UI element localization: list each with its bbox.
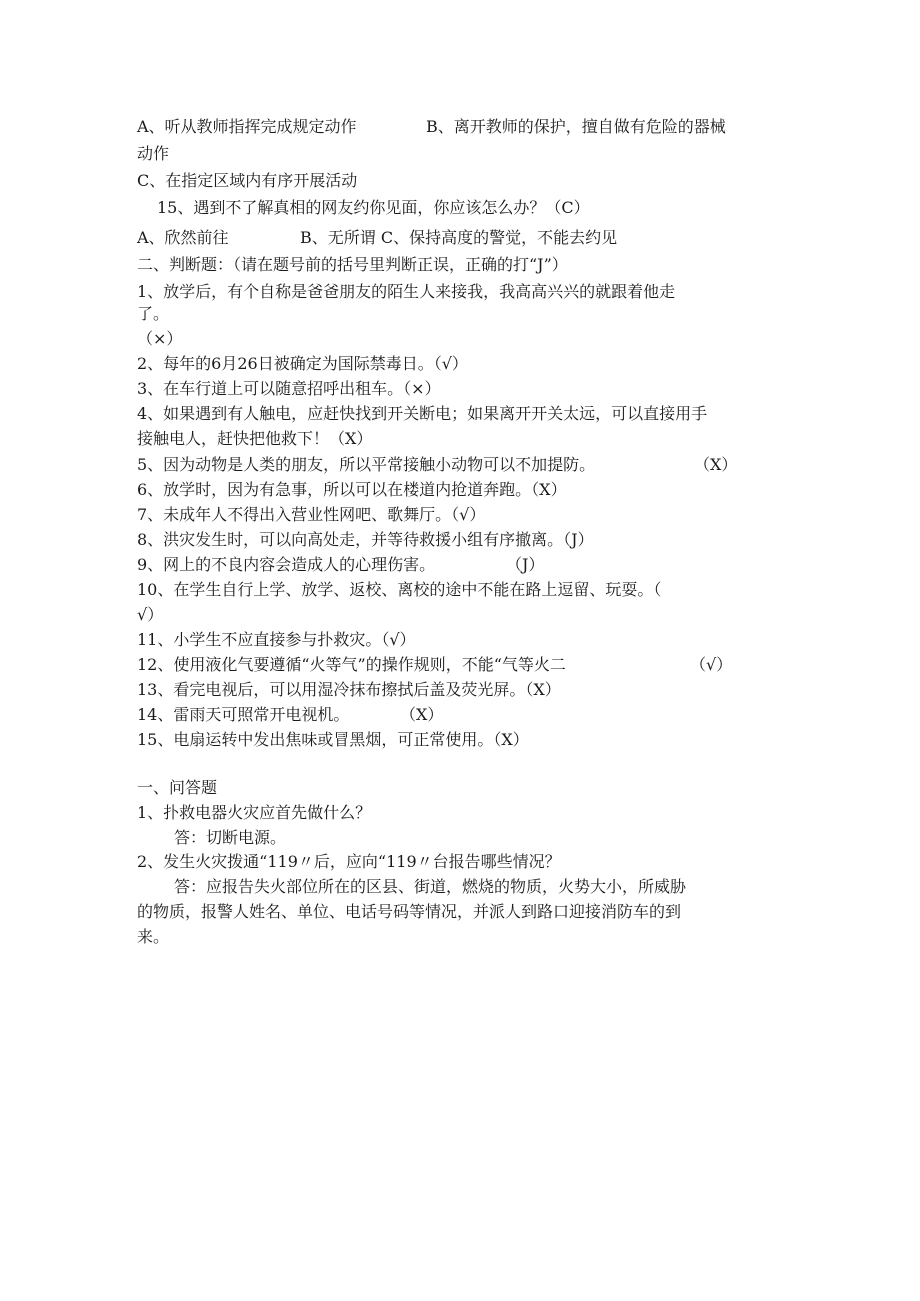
qa-answer-2: 答：应报告失火部位所在的区县、街道，燃烧的物质，火势大小，所威胁 [174,877,687,896]
q15-option-bc: B、无所谓 C、保持高度的警觉，不能去约见 [300,228,618,247]
q14-option-c: C、在指定区域内有序开展活动 [137,171,358,190]
tf-item-9: 9、网上的不良内容会造成人的心理伤害。 [137,555,436,574]
qa-answer-1: 答：切断电源。 [174,828,287,847]
tf-item-14: 14、雷雨天可照常开电视机。 [137,705,350,724]
tf-item-4: 4、如果遇到有人触电，应赶快找到开关断电；如果离开开关太远，可以直接用手 [137,404,708,423]
tf-item-9-mark: （J） [506,555,545,574]
tf-item-2: 2、每年的6月26日被确定为国际禁毒日。（√） [137,354,468,373]
tf-item-12: 12、使用液化气要遵循“火等气”的操作规则，不能“气等火二 [137,655,566,674]
tf-item-3: 3、在车行道上可以随意招呼出租车。（×） [137,379,441,398]
qa-answer-2-cont: 的物质，报警人姓名、单位、电话号码等情况，并派人到路口迎接消防车的到 [137,902,682,921]
tf-item-10-cont: √） [137,605,164,624]
tf-item-13: 13、看完电视后，可以用湿冷抹布擦拭后盖及荧光屏。（X） [137,680,561,699]
q14-option-b-cont: 动作 [137,144,170,163]
tf-item-1-mark: （×） [137,329,183,348]
tf-item-5: 5、因为动物是人类的朋友，所以平常接触小动物可以不加提防。 [137,455,596,474]
tf-item-1-cont: 了。 [137,304,170,323]
tf-item-15: 15、电扇运转中发出焦味或冒黑烟，可正常使用。（X） [137,730,529,749]
tf-item-12-mark: （√） [690,655,733,674]
section1-heading: 一、问答题 [137,778,218,797]
section2-heading: 二、判断题：（请在题号前的括号里判断正误，正确的打“J”） [137,255,568,274]
q14-option-a: A、听从教师指挥完成规定动作 [137,117,357,136]
tf-item-4-cont: 接触电人，赶快把他救下！（X） [137,429,373,448]
tf-item-11: 11、小学生不应直接参与扑救灾。（√） [137,630,416,649]
tf-item-7: 7、未成年人不得出入营业性网吧、歌舞厅。（√） [137,505,486,524]
q15-option-a: A、欣然前往 [137,228,229,247]
tf-item-6: 6、放学时，因为有急事，所以可以在楼道内抢道奔跑。（X） [137,480,567,499]
q15-question: 15、遇到不了解真相的网友约你见面，你应该怎么办？（C） [157,198,590,217]
tf-item-1: 1、放学后，有个自称是爸爸朋友的陌生人来接我，我高高兴兴的就跟着他走 [137,282,676,301]
qa-question-1: 1、扑救电器火灾应首先做什么？ [137,803,372,822]
tf-item-14-mark: （X） [400,705,444,724]
tf-item-8: 8、洪灾发生时，可以向高处走，并等待救援小组有序撤离。（J） [137,530,594,549]
tf-item-10: 10、在学生自行上学、放学、返校、离校的途中不能在路上逗留、玩耍。（ [137,580,662,599]
q14-option-b: B、离开教师的保护，擅自做有危险的器械 [426,117,726,136]
tf-item-5-mark: （X） [694,455,738,474]
qa-question-2: 2、发生火灾拨通“119〃后，应向“119〃台报告哪些情况？ [137,852,561,871]
qa-answer-2-end: 来。 [137,927,170,946]
